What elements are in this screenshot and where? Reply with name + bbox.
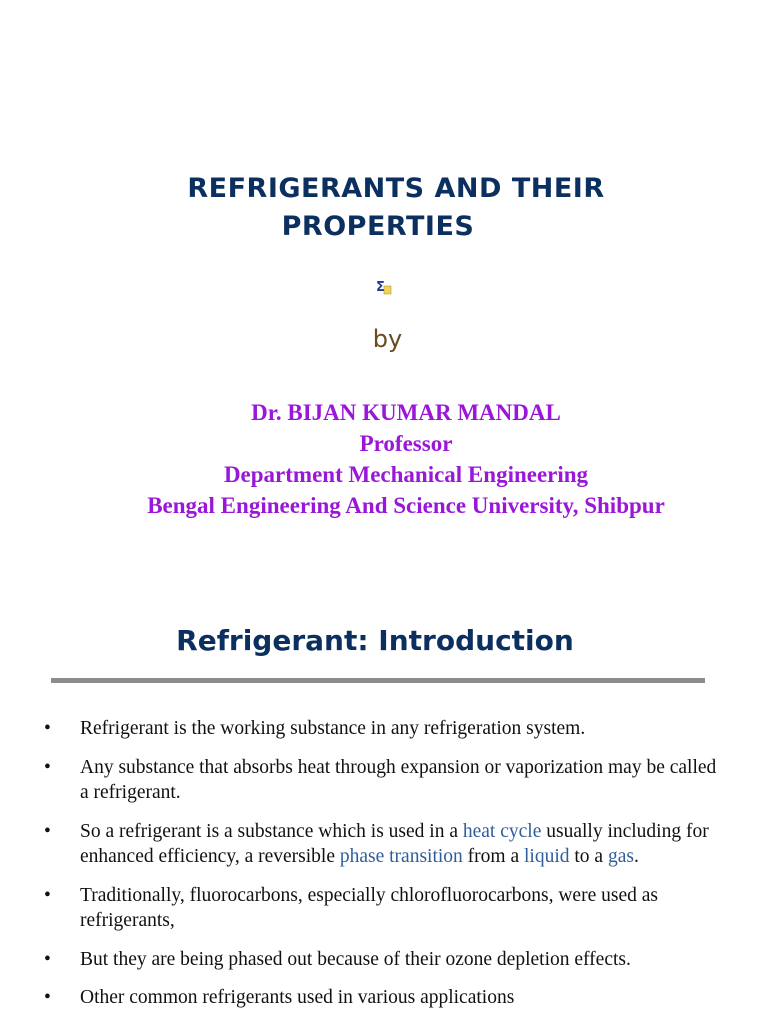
author-university: Bengal Engineering And Science University, Shibpur [147, 493, 665, 518]
bullet-marker: • [44, 820, 51, 842]
list-item [44, 883, 724, 934]
by-label: by [372, 325, 403, 353]
author-department: Department Mechanical Engineering [223, 462, 589, 487]
title-line-2: PROPERTIES [281, 211, 475, 242]
link-phase-transition[interactable]: phase transition [339, 846, 463, 867]
list-item [44, 947, 724, 973]
author-role: Professor [359, 431, 453, 456]
svg-text:Σ: Σ [376, 280, 385, 295]
bullet-marker: • [44, 756, 51, 778]
bullet-text: Other common refrigerants used in various applications [80, 987, 515, 1008]
text-segment: usually including for enhanced efficiency, a reversible [80, 820, 709, 867]
bullet-marker: • [44, 987, 51, 1008]
bullet-list [44, 716, 724, 1024]
author-name: Dr. BIJAN KUMAR MANDAL [251, 400, 561, 425]
list-item [44, 819, 724, 870]
title-divider [51, 678, 705, 683]
list-item [44, 755, 724, 806]
bullet-text [80, 821, 709, 868]
section-title: Refrigerant: Introduction [176, 624, 574, 657]
bullet-text: But they are being phased out because of their ozone depletion effects. [80, 948, 631, 970]
bullet-marker: • [44, 948, 51, 970]
link-liquid[interactable]: liquid [523, 846, 570, 867]
bullet-text: Traditionally, fluorocarbons, especially chlorofluorocarbons, were used as refrigerants, [80, 884, 658, 931]
bullet-text: Any substance that absorbs heat through expansion or vaporization may be called a refrigerant. [80, 756, 717, 803]
text-segment: So a refrigerant is a substance which is used in a [80, 820, 463, 842]
text-segment: to a [569, 846, 608, 867]
text-segment: . [633, 846, 639, 867]
slide-title [0, 170, 768, 246]
list-item [44, 985, 724, 1011]
bullet-marker: • [44, 718, 51, 739]
bullet-text: Refrigerant is the working substance in any refrigeration system. [80, 718, 586, 739]
title-line-1: REFRIGERANTS AND THEIR [187, 173, 605, 204]
text-segment: from a [462, 846, 524, 867]
author-block [0, 397, 768, 521]
link-gas[interactable]: gas [607, 846, 634, 867]
list-item [44, 716, 724, 742]
sigma-icon [376, 279, 392, 295]
link-heat-cycle[interactable]: heat cycle [462, 820, 542, 842]
bullet-marker: • [44, 884, 51, 906]
